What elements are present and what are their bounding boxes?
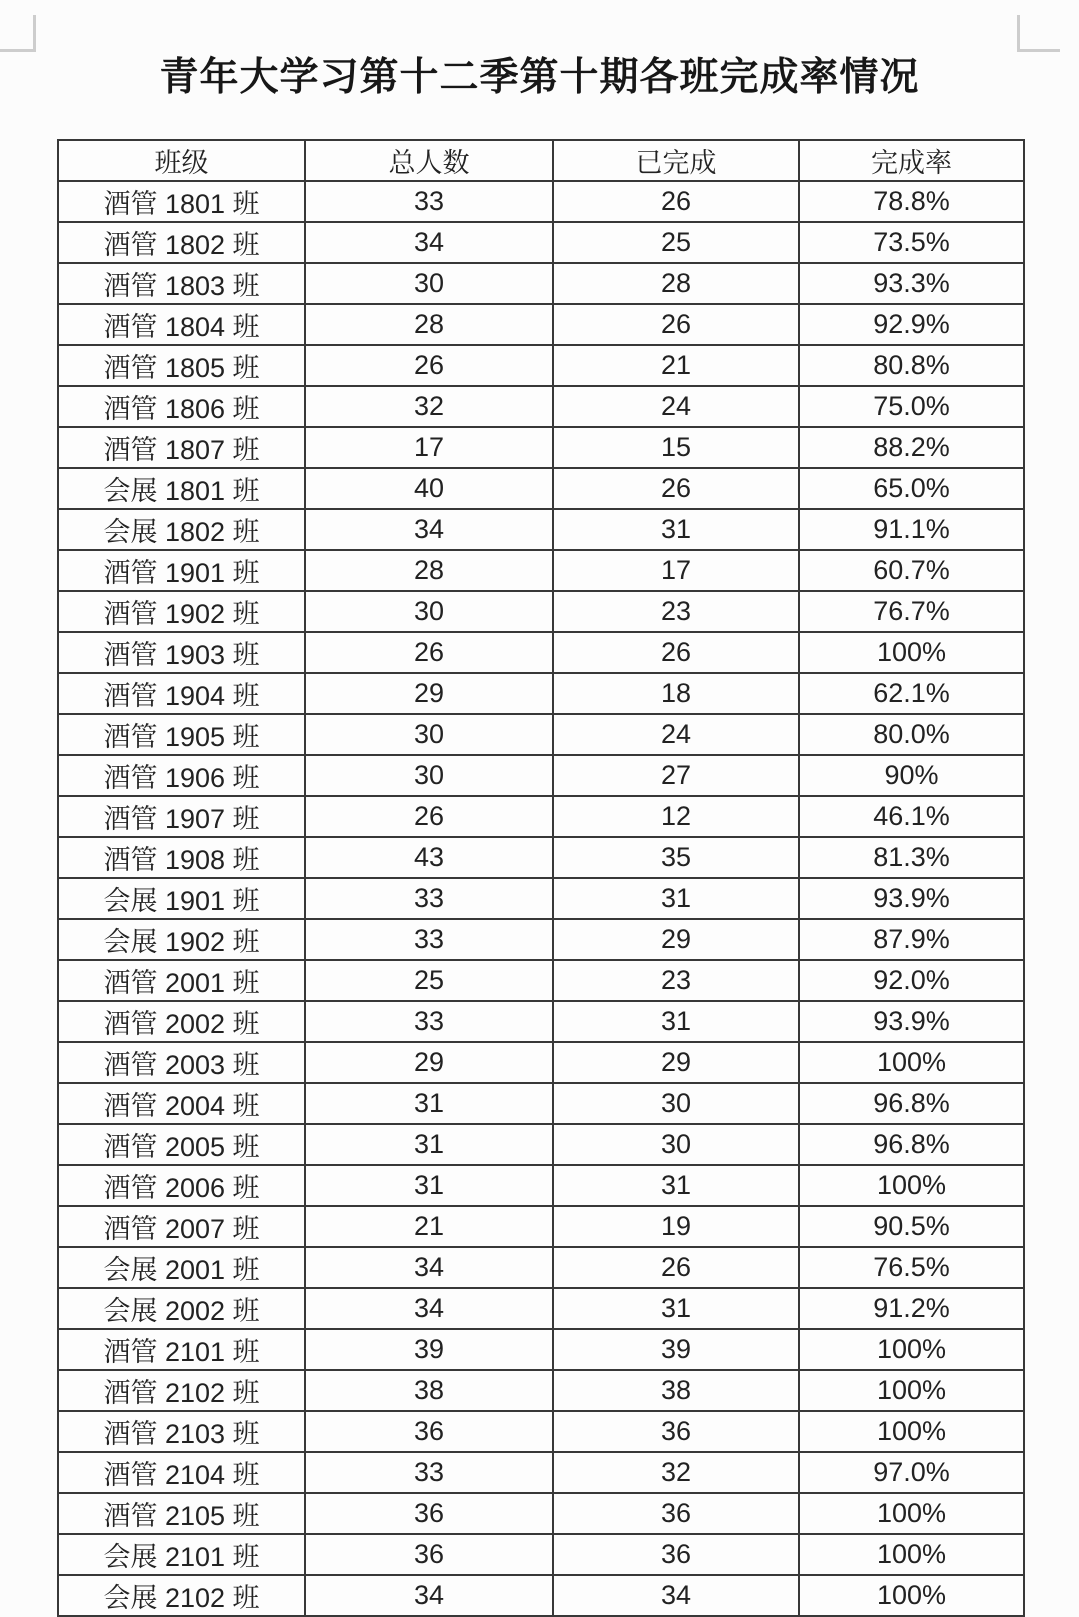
table-row [58,796,1024,837]
table-row [58,509,1024,550]
cell-rate: 76.7% [799,591,1024,632]
cell-rate: 92.0% [799,960,1024,1001]
cell-rate: 93.9% [799,1001,1024,1042]
cell-total: 30 [305,755,553,796]
table-row [58,1575,1024,1616]
table-row [58,960,1024,1001]
cell-total: 33 [305,1452,553,1493]
cell-class-name: 酒管 1907 班 [58,796,305,837]
cell-total: 29 [305,1042,553,1083]
cell-class-name: 会展 2002 班 [58,1288,305,1329]
cell-completed: 23 [553,960,799,1001]
cell-completed: 12 [553,796,799,837]
cell-total: 29 [305,673,553,714]
cell-class-name: 酒管 2005 班 [58,1124,305,1165]
cell-total: 21 [305,1206,553,1247]
cell-total: 34 [305,509,553,550]
cell-class-name: 酒管 2104 班 [58,1452,305,1493]
cell-class-name: 酒管 1901 班 [58,550,305,591]
cell-rate: 80.8% [799,345,1024,386]
table-row [58,632,1024,673]
table-row [58,878,1024,919]
cell-class-name: 酒管 1902 班 [58,591,305,632]
cell-completed: 24 [553,714,799,755]
cell-class-name: 会展 1901 班 [58,878,305,919]
table-row [58,222,1024,263]
cell-completed: 36 [553,1534,799,1575]
header-completed: 已完成 [553,140,799,181]
cell-total: 31 [305,1165,553,1206]
cell-completed: 17 [553,550,799,591]
cell-completed: 28 [553,263,799,304]
cell-rate: 100% [799,1493,1024,1534]
table-row [58,1288,1024,1329]
cell-class-name: 酒管 1903 班 [58,632,305,673]
cell-total: 26 [305,632,553,673]
table-row [58,468,1024,509]
cell-class-name: 会展 1802 班 [58,509,305,550]
cell-rate: 93.9% [799,878,1024,919]
cell-completed: 26 [553,304,799,345]
table-row [58,714,1024,755]
cell-rate: 96.8% [799,1124,1024,1165]
completion-rate-table [57,139,1025,1617]
cell-completed: 30 [553,1124,799,1165]
cell-rate: 100% [799,1411,1024,1452]
cell-completed: 39 [553,1329,799,1370]
cell-class-name: 酒管 2007 班 [58,1206,305,1247]
cell-completed: 38 [553,1370,799,1411]
table-row [58,263,1024,304]
cell-class-name: 会展 2101 班 [58,1534,305,1575]
page-corner-mark-top-right [1017,15,1060,52]
cell-class-name: 酒管 1807 班 [58,427,305,468]
cell-total: 33 [305,1001,553,1042]
cell-completed: 27 [553,755,799,796]
table-row [58,1534,1024,1575]
cell-class-name: 酒管 1803 班 [58,263,305,304]
cell-total: 31 [305,1083,553,1124]
cell-completed: 34 [553,1575,799,1616]
cell-class-name: 酒管 1802 班 [58,222,305,263]
header-class: 班级 [58,140,305,181]
cell-class-name: 酒管 1904 班 [58,673,305,714]
cell-class-name: 会展 1902 班 [58,919,305,960]
cell-rate: 90% [799,755,1024,796]
cell-rate: 75.0% [799,386,1024,427]
cell-total: 34 [305,1247,553,1288]
cell-completed: 24 [553,386,799,427]
cell-rate: 97.0% [799,1452,1024,1493]
cell-rate: 100% [799,1575,1024,1616]
cell-completed: 31 [553,1165,799,1206]
cell-completed: 26 [553,632,799,673]
cell-total: 34 [305,222,553,263]
cell-rate: 100% [799,1534,1024,1575]
cell-completed: 19 [553,1206,799,1247]
table-row [58,1247,1024,1288]
table-row [58,1124,1024,1165]
cell-total: 40 [305,468,553,509]
cell-class-name: 酒管 2105 班 [58,1493,305,1534]
cell-total: 36 [305,1411,553,1452]
cell-rate: 78.8% [799,181,1024,222]
cell-rate: 100% [799,1165,1024,1206]
table-row [58,1329,1024,1370]
page-title: 青年大学习第十二季第十期各班完成率情况 [159,56,920,99]
table-row [58,1083,1024,1124]
cell-class-name: 酒管 1906 班 [58,755,305,796]
cell-total: 30 [305,591,553,632]
cell-total: 34 [305,1288,553,1329]
cell-completed: 26 [553,1247,799,1288]
cell-class-name: 酒管 1805 班 [58,345,305,386]
table-row [58,1206,1024,1247]
cell-total: 28 [305,304,553,345]
cell-rate: 100% [799,632,1024,673]
cell-rate: 100% [799,1042,1024,1083]
cell-rate: 100% [799,1370,1024,1411]
cell-class-name: 酒管 2001 班 [58,960,305,1001]
cell-total: 33 [305,919,553,960]
cell-rate: 88.2% [799,427,1024,468]
table-row [58,550,1024,591]
cell-class-name: 酒管 2102 班 [58,1370,305,1411]
cell-rate: 46.1% [799,796,1024,837]
cell-completed: 36 [553,1493,799,1534]
cell-completed: 25 [553,222,799,263]
cell-rate: 90.5% [799,1206,1024,1247]
cell-completed: 18 [553,673,799,714]
cell-total: 17 [305,427,553,468]
cell-completed: 31 [553,1288,799,1329]
cell-completed: 26 [553,181,799,222]
table-row [58,1042,1024,1083]
cell-completed: 31 [553,878,799,919]
cell-rate: 65.0% [799,468,1024,509]
table-row [58,673,1024,714]
cell-rate: 91.2% [799,1288,1024,1329]
table-row [58,1411,1024,1452]
cell-class-name: 酒管 2003 班 [58,1042,305,1083]
cell-rate: 100% [799,1329,1024,1370]
cell-class-name: 酒管 1801 班 [58,181,305,222]
cell-class-name: 酒管 1905 班 [58,714,305,755]
cell-completed: 35 [553,837,799,878]
cell-class-name: 酒管 2103 班 [58,1411,305,1452]
cell-class-name: 酒管 2006 班 [58,1165,305,1206]
table-row [58,304,1024,345]
table-row [58,386,1024,427]
cell-class-name: 酒管 1908 班 [58,837,305,878]
cell-completed: 21 [553,345,799,386]
table-row [58,1493,1024,1534]
cell-rate: 91.1% [799,509,1024,550]
cell-total: 36 [305,1493,553,1534]
table-row [58,919,1024,960]
table-row [58,1452,1024,1493]
table-row [58,591,1024,632]
table-row [58,755,1024,796]
cell-completed: 30 [553,1083,799,1124]
table-row [58,427,1024,468]
page-corner-mark-top-left [0,15,36,52]
cell-completed: 23 [553,591,799,632]
cell-completed: 26 [553,468,799,509]
cell-total: 28 [305,550,553,591]
cell-total: 25 [305,960,553,1001]
cell-rate: 62.1% [799,673,1024,714]
cell-rate: 76.5% [799,1247,1024,1288]
table-row [58,837,1024,878]
table-head [58,140,1024,181]
cell-rate: 73.5% [799,222,1024,263]
cell-rate: 81.3% [799,837,1024,878]
header-rate: 完成率 [799,140,1024,181]
cell-completed: 29 [553,1042,799,1083]
cell-total: 26 [305,345,553,386]
cell-total: 32 [305,386,553,427]
cell-total: 38 [305,1370,553,1411]
cell-total: 31 [305,1124,553,1165]
cell-class-name: 会展 2102 班 [58,1575,305,1616]
cell-rate: 96.8% [799,1083,1024,1124]
cell-class-name: 酒管 1806 班 [58,386,305,427]
cell-rate: 60.7% [799,550,1024,591]
cell-total: 26 [305,796,553,837]
cell-total: 30 [305,263,553,304]
cell-rate: 80.0% [799,714,1024,755]
cell-total: 39 [305,1329,553,1370]
cell-completed: 29 [553,919,799,960]
cell-rate: 92.9% [799,304,1024,345]
header-total: 总人数 [305,140,553,181]
table-header-row [58,140,1024,181]
table-row [58,181,1024,222]
cell-rate: 87.9% [799,919,1024,960]
cell-class-name: 会展 2001 班 [58,1247,305,1288]
cell-completed: 31 [553,1001,799,1042]
cell-rate: 93.3% [799,263,1024,304]
cell-completed: 36 [553,1411,799,1452]
cell-total: 43 [305,837,553,878]
cell-class-name: 酒管 2101 班 [58,1329,305,1370]
cell-total: 36 [305,1534,553,1575]
table-row [58,1001,1024,1042]
cell-completed: 32 [553,1452,799,1493]
cell-completed: 15 [553,427,799,468]
cell-total: 33 [305,878,553,919]
table-row [58,1370,1024,1411]
cell-total: 34 [305,1575,553,1616]
cell-class-name: 酒管 1804 班 [58,304,305,345]
cell-completed: 31 [553,509,799,550]
cell-class-name: 酒管 2004 班 [58,1083,305,1124]
table-body [58,181,1024,1616]
table-row [58,345,1024,386]
table-row [58,1165,1024,1206]
cell-class-name: 酒管 2002 班 [58,1001,305,1042]
cell-class-name: 会展 1801 班 [58,468,305,509]
cell-total: 33 [305,181,553,222]
cell-total: 30 [305,714,553,755]
